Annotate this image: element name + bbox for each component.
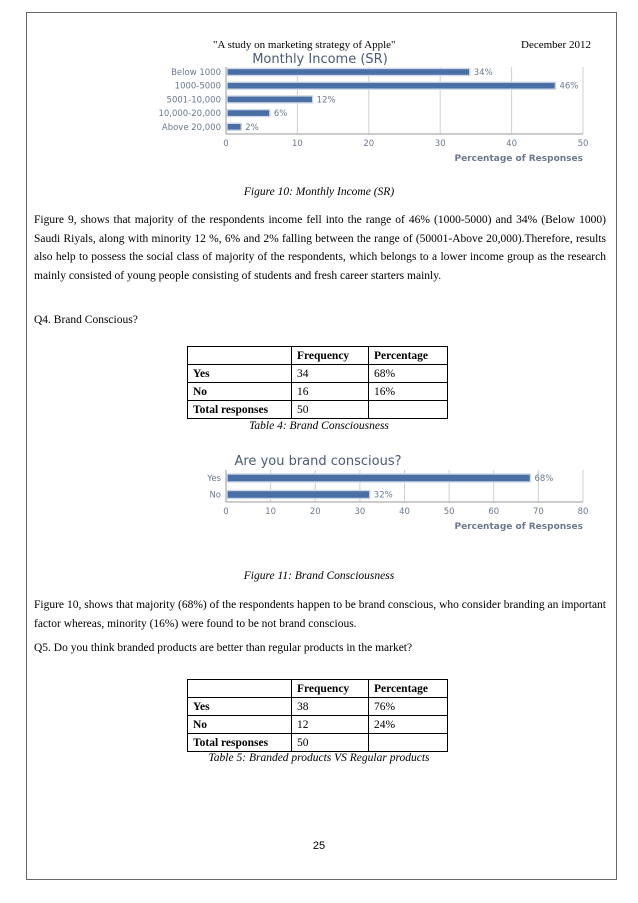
running-header-title: "A study on marketing strategy of Apple" [213,39,396,51]
table-cell: 24% [368,716,447,734]
table-row [188,734,448,752]
table-header-cell: Frequency [292,680,369,698]
x-axis-title: Percentage of Responses [454,154,583,164]
table-cell: 68% [368,365,447,383]
x-tick-label: 20 [363,139,375,149]
table-cell [368,734,447,752]
category-label: 5001-10,000 [166,95,221,106]
table-header-cell: Frequency [292,347,369,365]
x-axis-title: Percentage of Responses [454,522,583,532]
table-cell: 50 [292,401,369,419]
data-label: 46% [559,81,579,92]
category-label: Above 20,000 [161,122,221,133]
x-tick-label: 30 [354,507,366,517]
x-tick-label: 60 [488,507,500,517]
table-row [188,365,448,383]
table-branded-vs-regular [187,679,448,752]
bar [227,82,555,89]
figure-10-caption: Figure 10: Monthly Income (SR) [243,186,395,198]
paragraph-income-analysis: Figure 9, shows that majority of the respondents income fell into the range of 46% (1000-5000) and 34% (Below 1000) Saudi Riyals, along with minority 12 %, 6% and 2% falling between the range of (50001-Above 20,000).Therefore, results also help to possess the social class of majority of the respondents, which belongs to a lower income group as the research mainly consisted of young people consisting of students and fresh career starters mainly. [34,214,606,283]
table-header-cell: Percentage [368,680,447,698]
chart-title: Monthly Income (SR) [252,52,388,67]
x-tick-label: 70 [532,507,544,517]
table-header-row [188,680,448,698]
paragraph-brand-analysis: Figure 10, shows that majority (68%) of the respondents happen to be brand conscious, who consider branding an important factor whereas, minority (16%) were found to be not brand conscious. [34,599,606,630]
table-row [188,698,448,716]
question-5: Q5. Do you think branded products are better than regular products in the market? [34,642,413,654]
question-4: Q4. Brand Conscious? [34,314,138,326]
x-tick-label: 10 [265,507,277,517]
table-cell: No [188,383,292,401]
table-cell: 76% [368,698,447,716]
data-label: 6% [273,109,288,120]
category-label: Yes [207,474,221,484]
x-tick-label: 20 [309,507,321,517]
table-cell: 34 [292,365,369,383]
bar [227,123,241,130]
table-header-cell [188,680,292,698]
table-cell: 16 [292,383,369,401]
table-cell: 38 [292,698,369,716]
table-cell: 50 [292,734,369,752]
category-label: No [209,490,221,501]
x-tick-label: 40 [506,139,518,149]
category-label: 1000-5000 [174,81,221,92]
table-cell: 16% [368,383,447,401]
bar [227,69,470,76]
x-tick-label: 50 [577,139,589,149]
chart-title: Are you brand conscious? [234,454,402,469]
page-number: 25 [312,840,326,852]
category-label: 10,000-20,000 [158,109,221,120]
bar [227,110,270,117]
category-label: Below 1000 [171,68,221,78]
table-header-cell: Percentage [368,347,447,365]
table-cell: Yes [188,698,292,716]
data-label: 12% [316,95,336,106]
x-tick-label: 30 [434,139,446,149]
figure-11-caption: Figure 11: Brand Consciousness [243,570,395,582]
data-label: 2% [245,122,259,133]
table-cell: 12 [292,716,369,734]
data-label: 32% [373,490,393,501]
table-4-caption: Table 4: Brand Consciousness [249,420,389,432]
x-tick-label: 0 [223,139,229,149]
x-tick-label: 10 [291,139,303,149]
x-tick-label: 0 [223,507,229,517]
x-tick-label: 80 [577,507,589,517]
running-header-date: December 2012 [521,39,591,51]
x-tick-label: 40 [399,507,410,517]
table-cell: Total responses [188,401,292,419]
x-tick-label: 50 [443,507,455,517]
data-label: 68% [534,474,554,484]
data-label: 34% [473,68,493,78]
bar [227,96,313,103]
table-row [188,383,448,401]
table-row [188,401,448,419]
table-row [188,716,448,734]
table-cell [368,401,447,419]
table-header-row [188,347,448,365]
table-cell: No [188,716,292,734]
table-cell: Total responses [188,734,292,752]
table-5-caption: Table 5: Branded products VS Regular products [208,752,430,764]
table-cell: Yes [188,365,292,383]
table-brand-consciousness [187,346,448,419]
table-header-cell [188,347,292,365]
